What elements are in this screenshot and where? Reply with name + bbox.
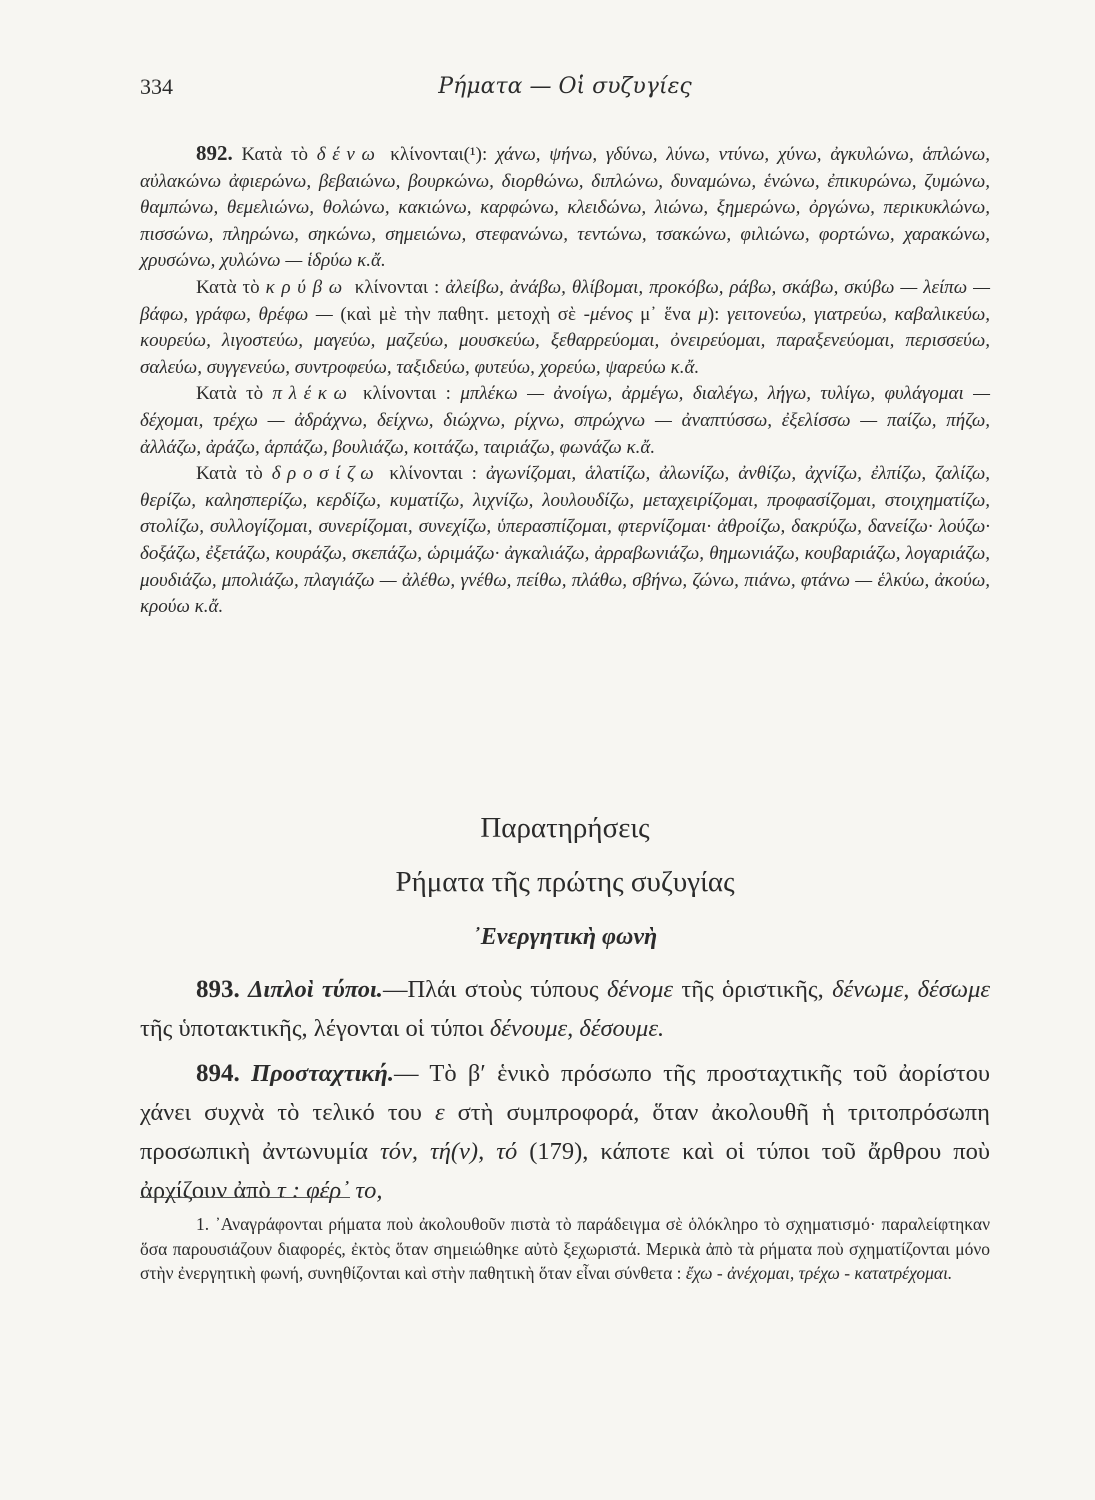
model-verb: δένω xyxy=(316,144,382,165)
model-verb: δροσίζω xyxy=(271,463,381,485)
verb-list: ἀγωνίζομαι, ἁλατίζω, ἀλωνίζω, ἀνθίζω, ἀχνίζω, ἐλπίζω, ζαλίζω, θερίζω, καλησπερίζω, κερδίζω, κυματίζω, λιχνίζω, λουλουδίζω, μεταχειρίζομαι, προφασίζομαι, στοιχηματίζω, στολίζω, συλλογίζομαι, συνερίζομαι, συνεχίζω, ὑπερασπίζομαι, φτερνίζομαι· ἀθροίζω, δακρύζω, δανείζω· λούζω· δοξάζω, ἐξετάζω, κουράζω, σκεπάζω, ὡριμάζω· ἀγκαλιάζω, ἀρραβωνιάζω, θημωνιάζω, κουβαριάζω, λογαριάζω, μουδιάζω, μπολιάζω, πλαγιάζω — ἀλέθω, γνέθω, πείθω, πλάθω, σβήνω, ζώνω, πιάνω, φτάνω — ἑλκύω, ἀκούω, κρούω κ.ἄ. xyxy=(140,463,991,618)
verb-list: χάνω, ψήνω, γδύνω, λύνω, ντύνω, χύνω, ἀγκυλώνω, ἁπλώνω, αὐλακώνω ἀφιερώνω, βεβαιώνω, βουρκώνω, διορθώνω, διπλώνω, δυναμώνω, ἑνώνω, ἐπικυρώνω, ζυμώνω, θαμπώνω, θεμελιώνω, θολώνω, κακιώνω, καρφώνω, κλειδώνω, λιώνω, ξημερώνω, ὀργώνω, περικυκλώνω, πισσώνω, πληρώνω, σηκώνω, σημειώνω, στεφανώνω, τεντώνω, τσακώνω, φιλιώνω, φορτώνω, χαρακώνω, χρυσώνω, χυλώνω — ἱδρύω κ.ἄ. xyxy=(140,144,991,272)
footnote-number: 1. xyxy=(196,1214,210,1234)
footnote-text: ᾿Αναγράφονται ρήματα ποὺ ἀκολουθοῦν πιστὰ τὸ παράδειγμα σὲ ὁλόκληρο τὸ σχηματισμό· παραλείφτηκαν ὅσα παρουσιάζουν διαφορές, ἐκτὸς ὅταν σημειώθηκε αὐτὸ ξεχωριστά. Μερικὰ ἀπὸ τὰ ρήματα ποὺ σχηματίζονται μόνο στὴν ἐνεργητικὴ φωνή, συνηθίζονται καὶ στὴν παθητικὴ ὅταν εἶναι σύνθετα : xyxy=(140,1214,991,1284)
paragraph-number: 892. xyxy=(196,141,233,165)
page-number: 334 xyxy=(140,74,173,99)
paragraph-title: Διπλοὶ τύποι. xyxy=(248,976,383,1003)
paragraph-892-pleko: Κατὰ τὸ πλέκω κλίνονται : μπλέκω — ἀνοίγω, ἀρμέγω, διαλέγω, λήγω, τυλίγω, φυλάγομαι — δέχομαι, τρέχω — ἀδράχνω, δείχνω, διώχνω, ρίχνω, σπρώχνω — ἀναπτύσσω, ἐξελίσσω — παίζω, πήζω, ἀλλάζω, ἀράζω, ἁρπάζω, βουλιάζω, κοιτάζω, ταιριάζω, φωνάζω κ.ἄ. xyxy=(140,383,991,458)
verb-list: μπλέκω — ἀνοίγω, ἀρμέγω, διαλέγω, λήγω, τυλίγω, φυλάγομαι — δέχομαι, τρέχω — ἀδράχνω, δείχνω, διώχνω, ρίχνω, σπρώχνω — ἀναπτύσσω, ἐξελίσσω — παίζω, πήζω, ἀλλάζω, ἀράζω, ἁρπάζω, βουλιάζω, κοιτάζω, ταιριάζω, φωνάζω κ.ἄ. xyxy=(140,383,991,458)
paragraph-892-block xyxy=(140,140,990,621)
paragraph-892-kryvo: Κατὰ τὸ κρύβω κλίνονται : ἀλείβω, ἀνάβω, θλίβομαι, προκόβω, ράβω, σκάβω, σκύβω — λείπω — βάφω, γράφω, θρέφω — (καὶ μὲ τὴν παθητ. μετοχὴ σὲ -μένος μ᾽ ἕνα μ): γειτονεύω, γιατρεύω, καβαλικεύω, κουρεύω, λιγοστεύω, μαγεύω, μαζεύω, μουσκεύω, ξεθαρρεύομαι, ὀνειρεύομαι, παραξενεύομαι, περισσεύω, σαλεύω, συγγενεύω, συντροφεύω, ταξιδεύω, φυτεύω, χορεύω, ψαρεύω κ.ἄ. xyxy=(140,276,991,378)
verb-list: γειτονεύω, γιατρεύω, καβαλικεύω, κουρεύω, λιγοστεύω, μαγεύω, μαζεύω, μουσκεύω, ξεθαρρεύομαι, ὀνειρεύομαι, παραξενεύομαι, περισσεύω, σαλεύω, συγγενεύω, συντροφεύω, ταξιδεύω, φυτεύω, χορεύω, ψαρεύω κ.ἄ. xyxy=(140,303,990,378)
footnote-ref: (¹) xyxy=(463,144,482,165)
section-heading: Παρατηρήσεις xyxy=(480,812,650,844)
footnote xyxy=(140,1212,990,1286)
voice-heading: ᾿Ενεργητικὴ φωνὴ xyxy=(472,924,658,950)
model-verb: πλέκω xyxy=(272,383,354,405)
paragraph-892: 892. Κατὰ τὸ δένω κλίνονται(¹): χάνω, ψήνω, γδύνω, λύνω, ντύνω, χύνω, ἀγκυλώνω, ἁπλώνω, αὐλακώνω ἀφιερώνω, βεβαιώνω, βουρκώνω, διορθώνω, διπλώνω, δυναμώνω, ἑνώνω, ἐπικυρώνω, ζυμώνω, θαμπώνω, θεμελιώνω, θολώνω, κακιώνω, καρφώνω, κλειδώνω, λιώνω, ξημερώνω, ὀργώνω, περικυκλώνω, πισσώνω, πληρώνω, σηκώνω, σημειώνω, στεφανώνω, τεντώνω, τσακώνω, φιλιώνω, φορτώνω, χαρακώνω, χρυσώνω, χυλώνω — ἱδρύω κ.ἄ. xyxy=(140,141,991,272)
paragraph-number: 893. xyxy=(196,976,240,1003)
footnote-block xyxy=(140,1212,990,1286)
footnote-examples: ἔχω - ἀνέχομαι, τρέχω - κατατρέχομαι. xyxy=(685,1263,953,1284)
subsection-heading: Ρήματα τῆς πρώτης συζυγίας xyxy=(395,866,735,898)
model-verb: κρύβω xyxy=(265,276,349,298)
paragraphs-893-894 xyxy=(140,970,990,1210)
paragraph-892-drosizo: Κατὰ τὸ δροσίζω κλίνονται : ἀγωνίζομαι, ἁλατίζω, ἀλωνίζω, ἀνθίζω, ἀχνίζω, ἐλπίζω, ζαλίζω, θερίζω, καλησπερίζω, κερδίζω, κυματίζω, λιχνίζω, λουλουδίζω, μεταχειρίζομαι, προφασίζομαι, στοιχηματίζω, στολίζω, συλλογίζομαι, συνερίζομαι, συνεχίζω, ὑπερασπίζομαι, φτερνίζομαι· ἀθροίζω, δακρύζω, δανείζω· λούζω· δοξάζω, ἐξετάζω, κουράζω, σκεπάζω, ὡριμάζω· ἀγκαλιάζω, ἀρραβωνιάζω, θημωνιάζω, κουβαριάζω, λογαριάζω, μουδιάζω, μπολιάζω, πλαγιάζω — ἀλέθω, γνέθω, πείθω, πλάθω, σβήνω, ζώνω, πιάνω, φτάνω — ἑλκύω, ἀκούω, κρούω κ.ἄ. xyxy=(140,463,991,618)
running-title: Ρήματα — Οἱ συζυγίες xyxy=(438,74,692,99)
verb-list: ἀλείβω, ἀνάβω, θλίβομαι, προκόβω, ράβω, σκάβω, σκύβω — λείπω — βάφω, γράφω, θρέφω — xyxy=(140,276,991,325)
paragraph-title: Προσταχτική. xyxy=(251,1060,394,1087)
paragraph-893: 893. Διπλοὶ τύποι.—Πλάι στοὺς τύπους δένομε τῆς ὁριστικῆς, δένωμε, δέσωμε τῆς ὑποτακτικῆς, λέγονται οἱ τύποι δένουμε, δέσουμε. xyxy=(140,976,991,1042)
paragraph-number: 894. xyxy=(196,1060,240,1087)
page-header xyxy=(140,74,990,106)
paragraph-894: 894. Προσταχτική.— Τὸ β′ ἑνικὸ πρόσωπο τῆς προσταχτικῆς τοῦ ἀορίστου χάνει συχνὰ τὸ τελικό του ε στὴ συμπροφορά, ὅταν ἀκολουθῆ ἡ τριτοπρόσωπη προσωπικὴ ἀντωνυμία τόν, τή(ν), τό (179), κάποτε καὶ οἱ τύποι τοῦ ἄρθρου ποὺ ἀρχίζουν ἀπὸ τ : φέρ᾽ το, xyxy=(140,1060,991,1204)
footnote-rule xyxy=(140,1197,350,1198)
